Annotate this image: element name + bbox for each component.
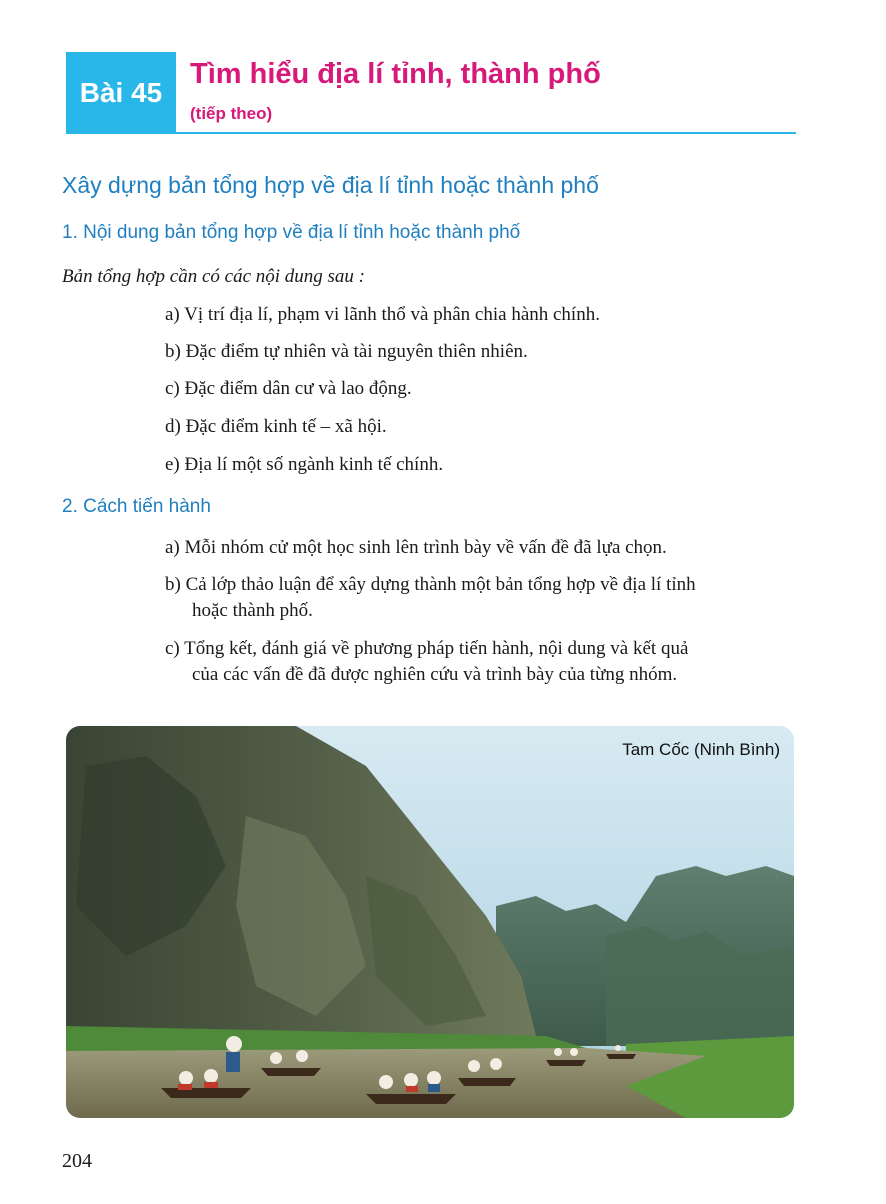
part2-heading: 2. Cách tiến hành (62, 496, 211, 517)
part1-heading: 1. Nội dung bản tổng hợp về địa lí tỉnh hoặc thành phố (62, 222, 521, 243)
list-item: a) Vị trí địa lí, phạm vi lãnh thổ và phân chia hành chính. (165, 304, 600, 325)
list-item-line: b) Cả lớp thảo luận để xây dựng thành một bản tổng hợp về địa lí tỉnh (165, 574, 696, 595)
list-item-line: c) Tổng kết, đánh giá về phương pháp tiến hành, nội dung và kết quả (165, 638, 689, 659)
list-item (165, 572, 803, 624)
header-divider (176, 132, 796, 134)
section-heading: Xây dựng bản tổng hợp về địa lí tỉnh hoặc thành phố (62, 172, 599, 198)
lesson-title: Tìm hiểu địa lí tỉnh, thành phố (190, 58, 601, 90)
lesson-subtitle: (tiếp theo) (190, 104, 273, 123)
list-item: e) Địa lí một số ngành kinh tế chính. (165, 454, 444, 475)
list-item (165, 535, 803, 561)
list-item-continuation: của các vấn đề đã được nghiên cứu và trình bày của từng nhóm. (192, 664, 678, 685)
list-item-continuation: hoặc thành phố. (192, 600, 313, 621)
list-item: c) Đặc điểm dân cư và lao động. (165, 378, 412, 399)
lesson-header (66, 52, 796, 134)
list-item-line: a) Mỗi nhóm cử một học sinh lên trình bày về vấn đề đã lựa chọn. (165, 537, 667, 558)
photo-illustration (66, 726, 794, 1118)
part1-intro: Bản tổng hợp cần có các nội dung sau : (62, 266, 366, 287)
landscape-photo (66, 726, 794, 1118)
list-item (165, 636, 803, 688)
list-item: d) Đặc điểm kinh tế – xã hội. (165, 416, 387, 437)
list-item: b) Đặc điểm tự nhiên và tài nguyên thiên nhiên. (165, 341, 528, 362)
photo-caption: Tam Cốc (Ninh Bình) (622, 740, 780, 759)
lesson-number-badge: Bài 45 (66, 52, 176, 134)
page-number: 204 (62, 1150, 92, 1172)
